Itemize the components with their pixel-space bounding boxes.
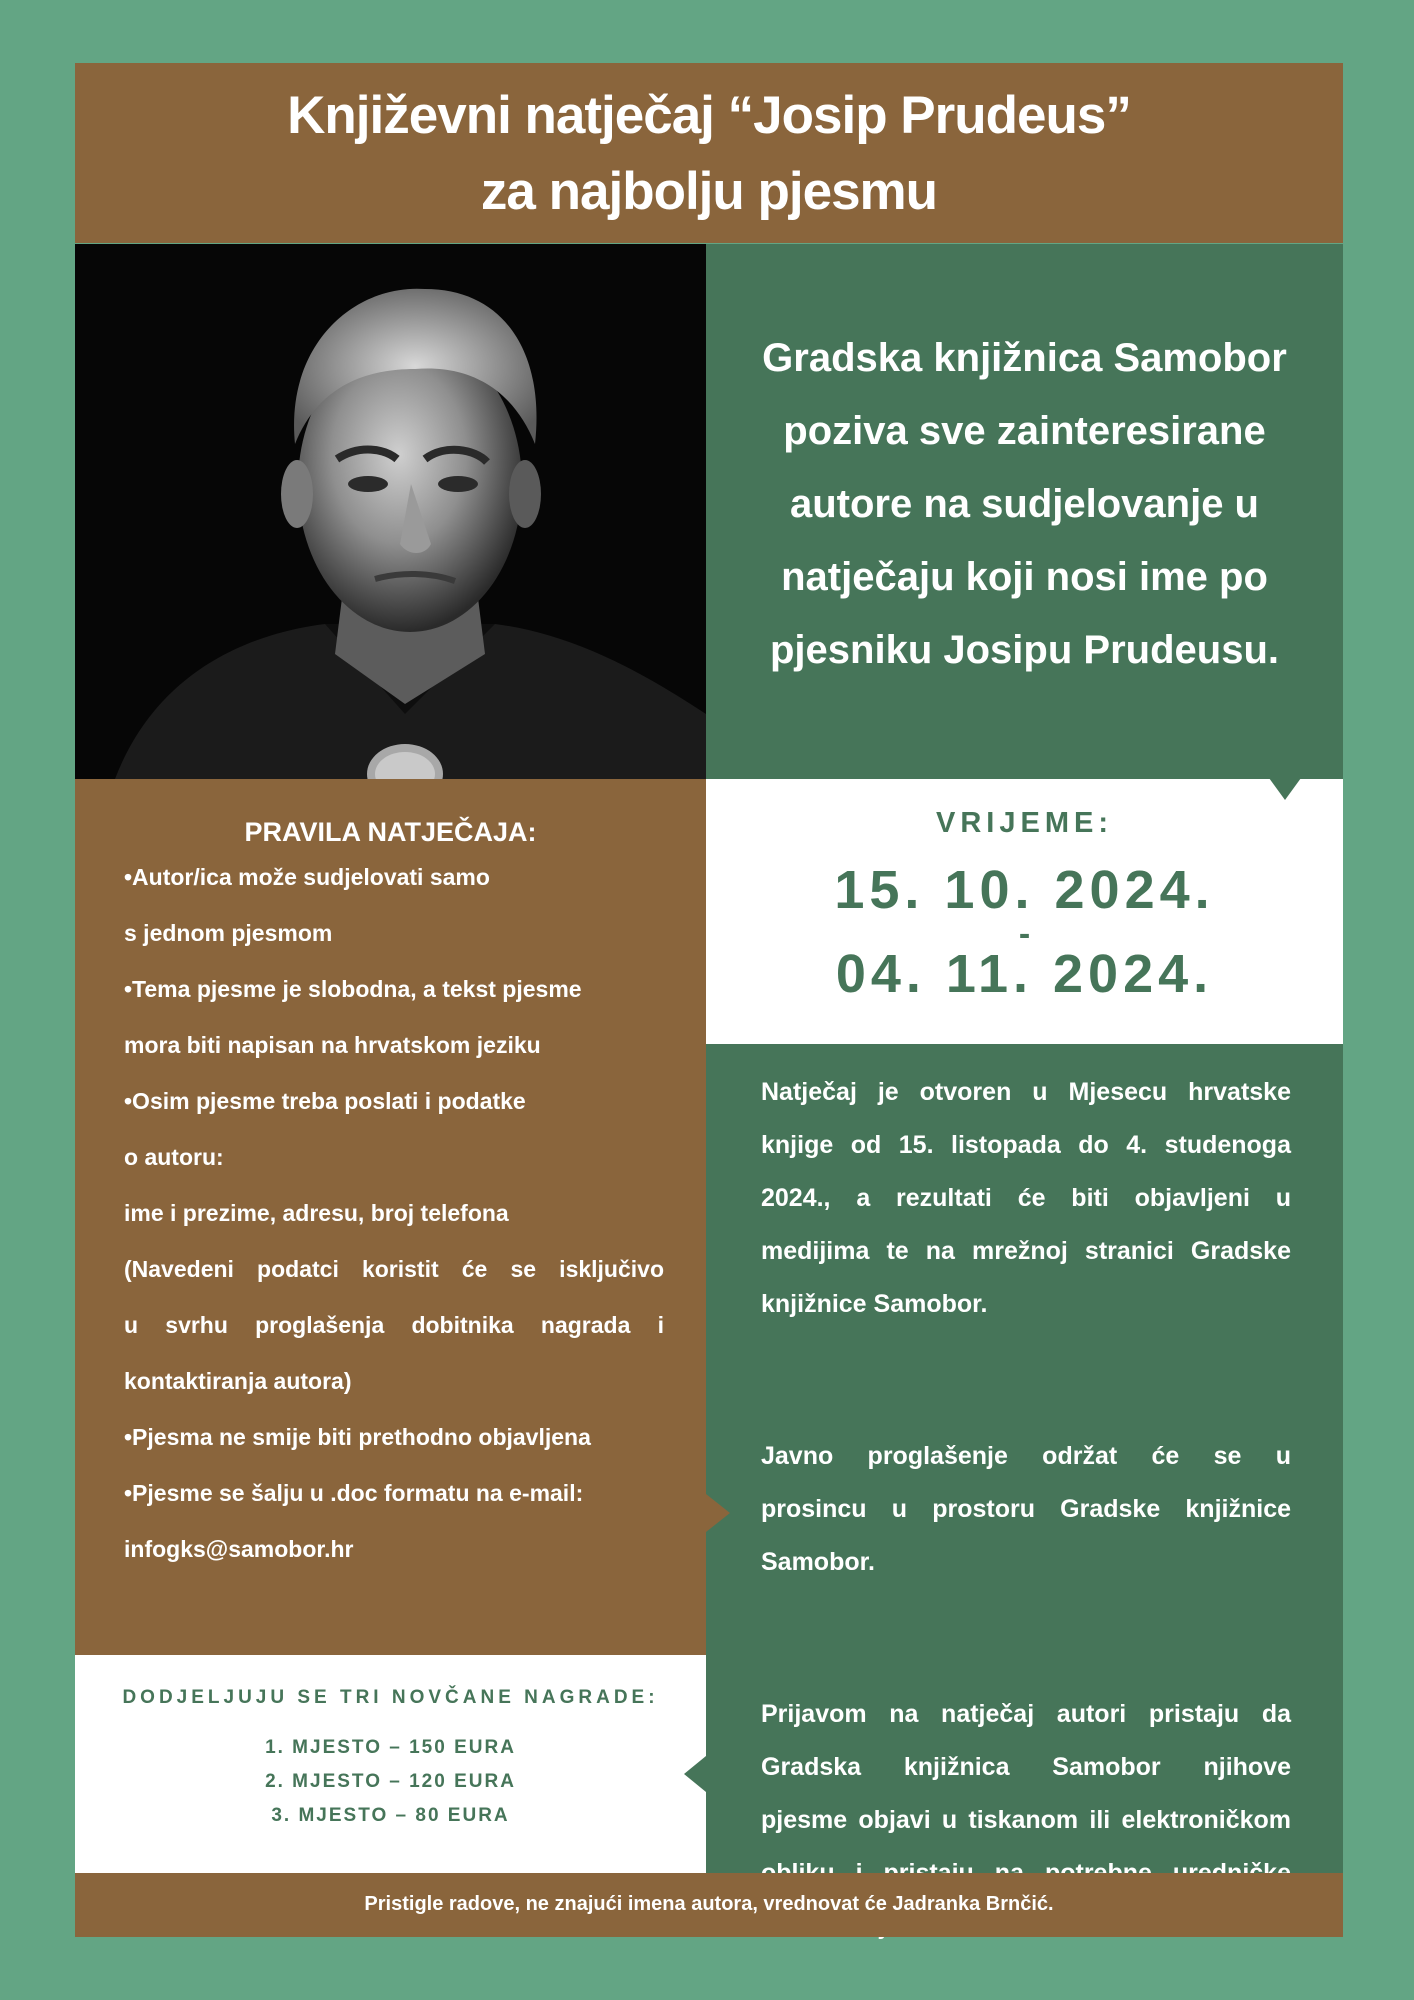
dates-label: VRIJEME: xyxy=(936,807,1113,839)
rule-line: o autoru: xyxy=(124,1144,224,1170)
portrait-illustration xyxy=(75,244,706,779)
pointer-arrow-right xyxy=(706,1494,730,1532)
info-line: Samobor. xyxy=(761,1548,875,1576)
info-line: Natječaj je otvoren u Mjesecu hrvatske xyxy=(761,1078,1291,1106)
prize-item: 2. MJESTO – 120 EURA xyxy=(265,1771,516,1792)
rule-line: •Autor/ica može sudjelovati samo xyxy=(124,864,490,890)
rule-line: •Pjesme se šalju u .doc formatu na e-mail: xyxy=(124,1480,584,1506)
info-line: 2024., a rezultati će biti objavljeni u xyxy=(761,1184,1291,1212)
header-banner xyxy=(75,63,1343,243)
info-line: knjižnice Samobor. xyxy=(761,1290,988,1318)
end-date: 04. 11. 2024. xyxy=(835,944,1214,1004)
portrait-photo xyxy=(75,244,706,779)
prizes-heading: DODJELJUJU SE TRI NOVČANE NAGRADE: xyxy=(122,1687,659,1708)
info-line: Gradska knjižnica Samobor njihove xyxy=(761,1753,1291,1781)
info-line: pjesme objavi u tiskanom ili elektroničkom xyxy=(761,1806,1291,1834)
start-date: 15. 10. 2024. xyxy=(834,860,1215,920)
rule-line: •Pjesma ne smije biti prethodno objavljena xyxy=(124,1424,591,1450)
title-line-1: Književni natječaj “Josip Prudeus” xyxy=(287,86,1131,145)
prize-item: 3. MJESTO – 80 EURA xyxy=(271,1805,510,1826)
rule-line: s jednom pjesmom xyxy=(124,920,333,946)
rule-line: mora biti napisan na hrvatskom jeziku xyxy=(124,1032,541,1058)
rule-line: •Osim pjesme treba poslati i podatke xyxy=(124,1088,526,1114)
info-line: prosincu u prostoru Gradske knjižnice xyxy=(761,1495,1291,1523)
info-line: Javno proglašenje održat će se u xyxy=(761,1442,1291,1470)
rule-line: kontaktiranja autora) xyxy=(124,1368,352,1394)
info-line: knjige od 15. listopada do 4. studenoga xyxy=(761,1131,1291,1159)
pointer-arrow-left xyxy=(684,1756,706,1792)
rules-panel xyxy=(75,779,706,1655)
rules-list xyxy=(124,849,664,1577)
prizes-panel xyxy=(75,1655,706,1873)
intro-line: autore na sudjelovanje u xyxy=(789,482,1259,526)
email-address: infogks@samobor.hr xyxy=(124,1536,354,1562)
intro-line: Gradska knjižnica Samobor xyxy=(762,336,1287,380)
intro-panel xyxy=(706,244,1343,779)
rule-line: ime i prezime, adresu, broj telefona xyxy=(124,1200,509,1226)
rule-line: u svrhu proglašenja dobitnika nagrada i xyxy=(124,1312,664,1338)
info-panel xyxy=(706,1044,1343,1873)
date-separator: - xyxy=(1018,915,1031,953)
rule-line: •Tema pjesme je slobodna, a tekst pjesme xyxy=(124,976,582,1002)
info-text xyxy=(761,1066,1291,1953)
dates-panel xyxy=(706,779,1343,1044)
rules-title: PRAVILA NATJEČAJA: xyxy=(244,817,537,847)
intro-line: pjesniku Josipu Prudeusu. xyxy=(770,628,1279,672)
intro-line: poziva sve zainteresirane xyxy=(783,409,1266,453)
title-line-2: za najbolju pjesmu xyxy=(480,162,938,221)
info-line: Prijavom na natječaj autori pristaju da xyxy=(761,1700,1291,1728)
info-line: medijima te na mrežnoj stranici Gradske xyxy=(761,1237,1291,1265)
footer-text: Pristigle radove, ne znajući imena autora, vrednovat će Jadranka Brnčić. xyxy=(364,1893,1054,1915)
prize-item: 1. MJESTO – 150 EURA xyxy=(265,1737,516,1758)
rule-line: (Navedeni podatci koristit će se isključivo xyxy=(124,1256,664,1282)
poster xyxy=(75,63,1343,1937)
pointer-arrow-down xyxy=(1269,778,1301,800)
footer-banner xyxy=(75,1873,1343,1937)
pointer-arrow-left xyxy=(688,947,706,981)
intro-text xyxy=(726,322,1323,687)
intro-line: natječaju koji nosi ime po xyxy=(781,555,1268,599)
